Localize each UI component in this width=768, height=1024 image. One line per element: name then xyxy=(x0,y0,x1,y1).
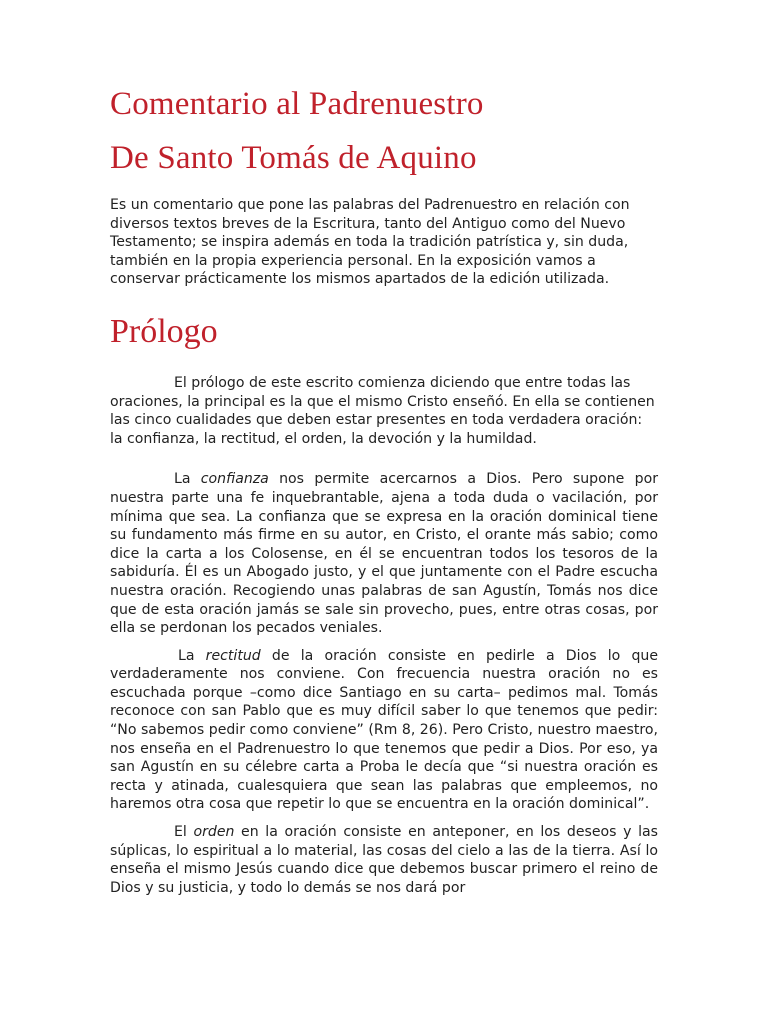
paragraph-body: nos permite acercarnos a Dios. Pero supone por nuestra parte una fe inquebrantable, ajena a toda duda o vacilación, por mínima que sea. La confianza que se expresa en la oración dominical tiene su fundamento más firme en su autor, en Cristo, el orante más sabio; como dice la carta a los Colosense, en él se encuentran todos los tesoros de la sabiduría. Él es un Abogado justo, y el que juntamente con el Padre escucha nuestra oración. Recogiendo unas palabras de san Agustín, Tomás nos dice que de esta oración jamás se sale sin provecho, pues, entre otras cosas, por ella se perdonan los pecados veniales. xyxy=(110,471,658,637)
prologue-paragraph-1: El prólogo de este escrito comienza diciendo que entre todas las oraciones, la principal es la que el mismo Cristo enseñó. En ella se contienen las cinco cualidades que deben estar presentes en toda verdadera oración: la confianza, la rectitud, el orden, la devoción y la humildad. xyxy=(110,374,655,447)
paragraph-lead: La xyxy=(174,471,201,488)
term-confianza: confianza xyxy=(200,471,269,488)
section-title-prologo: Prólogo xyxy=(110,312,218,350)
term-rectitud: rectitud xyxy=(205,647,261,664)
paragraph-lead: La xyxy=(178,647,206,664)
paragraph-lead: El xyxy=(174,824,194,841)
term-orden: orden xyxy=(193,824,235,841)
rectitud-paragraph xyxy=(110,647,658,814)
document-page xyxy=(110,84,658,897)
orden-paragraph xyxy=(110,823,658,897)
confianza-paragraph xyxy=(110,470,658,637)
document-title-line-1: Comentario al Padrenuestro xyxy=(110,86,484,122)
intro-paragraph: Es un comentario que pone las palabras del Padrenuestro en relación con diversos textos breves de la Escritura, tanto del Antiguo como del Nuevo Testamento; se inspira además en toda la tradición patrística y, sin duda, también en la propia experiencia personal. En la exposición vamos a conservar prácticamente los mismos apartados de la edición utilizada. xyxy=(110,197,630,288)
paragraph-body: en la oración consiste en anteponer, en los deseos y las súplicas, lo espiritual a lo material, las cosas del cielo a las de la tierra. Así lo enseña el mismo Jesús cuando dice que debemos buscar primero el reino de Dios y su justicia, y todo lo demás se nos dará por xyxy=(110,824,658,896)
paragraph-body: de la oración consiste en pedirle a Dios lo que verdaderamente nos conviene. Con frecuencia nuestra oración no es escuchada porque –como dice Santiago en su carta– pedimos mal. Tomás reconoce con san Pablo que es muy difícil saber lo que tenemos que pedir: “No sabemos pedir como conviene” (Rm 8, 26). Pero Cristo, nuestro maestro, nos enseña en el Padrenuestro lo que tenemos que pedir a Dios. Por eso, ya san Agustín en su célebre carta a Proba le decía que “si nuestra oración es recta y atinada, cualesquiera que sean las palabras que empleemos, no haremos otra cosa que repetir lo que se encuentra en la oración dominical”. xyxy=(110,647,658,813)
document-title-line-2: De Santo Tomás de Aquino xyxy=(110,140,477,176)
